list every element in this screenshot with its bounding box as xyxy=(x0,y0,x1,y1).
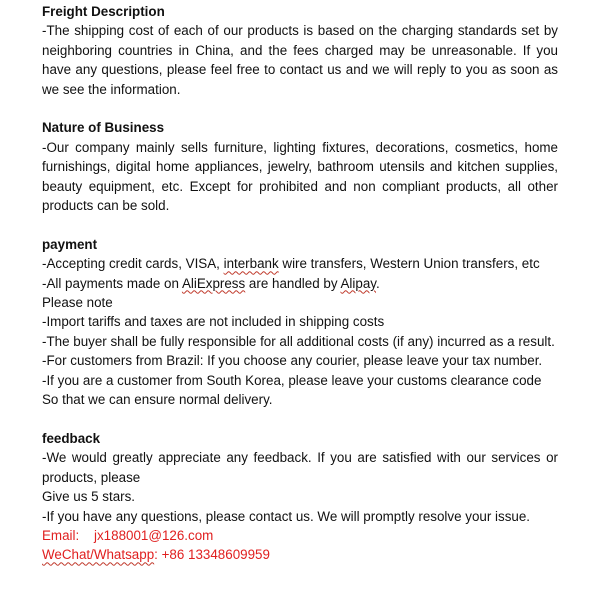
spellcheck-word: interbank xyxy=(223,256,279,272)
note-label: Please note xyxy=(42,295,113,311)
business-text: -Our company mainly sells furniture, lighting fixtures, decorations, cosmetics, home furnishings, digital home appliances, jewelry, bathroom utensils and kitchen supplies, beauty equipment, etc. Except for prohibited and non compliant products, all other products can be sold. xyxy=(42,139,558,214)
email-line xyxy=(42,526,558,545)
stars-line: Give us 5 stars. xyxy=(42,489,136,505)
freight-heading: Freight Description xyxy=(42,4,165,19)
delivery-line: So that we can ensure normal delivery. xyxy=(42,392,273,408)
feedback-heading: feedback xyxy=(42,430,101,446)
spacer xyxy=(42,99,558,118)
wechat-value: : +86 13348609959 xyxy=(154,547,270,563)
payment-handler-line xyxy=(42,274,558,293)
spacer xyxy=(42,410,558,429)
payment-methods-line xyxy=(42,254,558,273)
wechat-line xyxy=(42,545,558,564)
spellcheck-word: AliExpress xyxy=(181,275,246,291)
email-value[interactable]: jx188001@126.com xyxy=(94,527,214,543)
payment-handler-text: -All payments made on xyxy=(42,275,182,291)
buyer-responsibility-text: -The buyer shall be fully responsible for all additional costs (if any) incurred as a result. xyxy=(42,333,555,349)
freight-text: -The shipping cost of each of our products is based on the charging standards set by neighboring countries in China, and the fees charged may be unreasonable. If you have any questions, please feel free to contact us and we will reply to you as soon as we see the information. xyxy=(42,23,558,97)
tariffs-line: -Import tariffs and taxes are not included in shipping costs xyxy=(42,314,385,330)
feedback-text: -We would greatly appreciate any feedback. If you are satisfied with our services or products, please xyxy=(42,450,558,485)
questions-line: -If you have any questions, please contact us. We will promptly resolve your issue. xyxy=(42,508,530,524)
payment-handler-text: are handled by xyxy=(245,275,341,291)
business-heading: Nature of Business xyxy=(42,120,165,136)
spellcheck-word: Alipay xyxy=(340,275,376,291)
payment-handler-text: . xyxy=(375,275,380,291)
payment-methods-text: -Accepting credit cards, VISA, xyxy=(42,256,224,272)
document-body xyxy=(42,2,558,565)
payment-methods-text: wire transfers, Western Union transfers, etc xyxy=(278,256,540,272)
payment-heading: payment xyxy=(42,236,98,252)
spacer xyxy=(42,215,558,234)
wechat-label: WeChat/Whatsapp xyxy=(42,547,155,563)
korea-line: -If you are a customer from South Korea, please leave your customs clearance code xyxy=(42,372,542,388)
email-label: Email: xyxy=(42,527,80,543)
brazil-line: -For customers from Brazil: If you choose any courier, please leave your tax number. xyxy=(42,353,543,369)
